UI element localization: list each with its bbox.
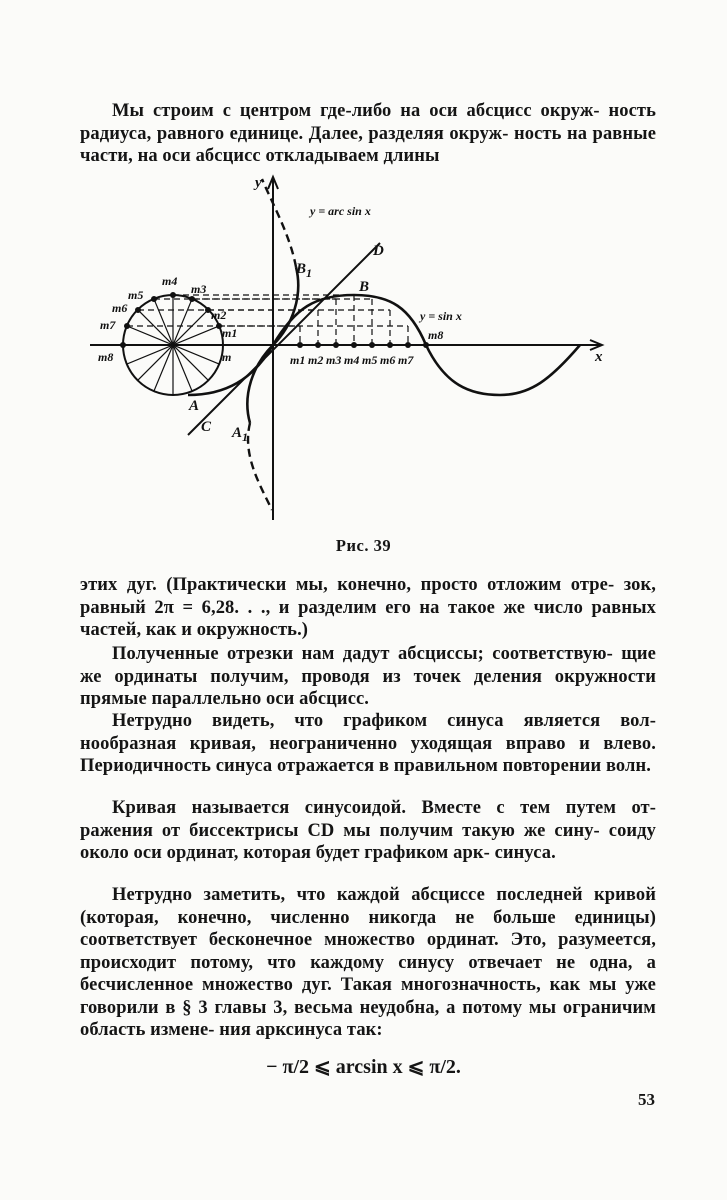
text-line: нообразная кривая, неограниченно уходящая вправо и xyxy=(80,733,590,754)
label-point-d: D xyxy=(373,243,384,259)
paragraph-4 xyxy=(80,797,661,865)
bisector-cd xyxy=(188,243,380,435)
label-arcsin: y = arc sin x xyxy=(310,204,371,218)
text-line: зок, равный 2π = 6,28. . ., и разделим его на такое же xyxy=(80,575,661,618)
paragraph-3 xyxy=(80,710,661,778)
text-line: Полученные отрезки нам дадут абсциссы; соответствую- xyxy=(112,644,613,664)
label-x-axis: x xyxy=(595,349,603,365)
circle-label-m3: m3 xyxy=(191,282,207,296)
circle-label-m8: m8 xyxy=(98,350,114,364)
text-line: синуса. xyxy=(494,843,556,863)
label-point-a1: $A_1$ xyxy=(232,425,249,444)
label-origin-m: m xyxy=(222,350,232,364)
text-line: ность на равные части, на оси абсцисс откладываем длины xyxy=(80,123,661,166)
label-y-axis: y xyxy=(255,175,262,191)
label-point-a: A xyxy=(189,398,200,414)
label-point-c: C xyxy=(201,419,212,435)
figure-caption: Рис. 39 xyxy=(335,536,392,555)
text-line: повторении волн. xyxy=(502,756,651,776)
text-line: Мы строим с центром где-либо на оси абсцисс окруж- xyxy=(112,101,600,121)
text-line: этих дуг. (Практически мы, конечно, просто отложим отре- xyxy=(80,575,615,595)
arcsin-curve-lower-dashed xyxy=(248,423,272,510)
circle-label-m6: m6 xyxy=(112,301,128,315)
axis-label-m2: m2 xyxy=(308,353,324,367)
ordinate-dashed-lines xyxy=(127,295,408,345)
axis-label-m1: m1 xyxy=(290,353,306,367)
axis-label-m5: m5 xyxy=(362,353,378,367)
intro-paragraph xyxy=(80,100,661,168)
text-line: влево. Периодичность синуса отражается в правильном xyxy=(80,733,661,776)
axis-label-m7: m7 xyxy=(398,353,414,367)
axis-label-m3: m3 xyxy=(326,353,342,367)
text-line: Нетрудно видеть, что графиком синуса является вол- xyxy=(112,711,656,731)
text-line: ражения от биссектрисы CD мы получим такую же сину- xyxy=(80,820,600,841)
label-sin: y = sin x xyxy=(420,309,462,323)
label-point-b1: $B_1$ xyxy=(296,261,313,280)
text-line: окружности прямые параллельно оси абсцисс. xyxy=(80,666,661,709)
arcsin-curve-upper-dashed xyxy=(262,179,296,267)
text-line: Это, разумеется, происходит потому, что каждому синусу xyxy=(80,930,661,973)
paragraph-1 xyxy=(80,574,661,642)
text-line: отвечает не одна, а бесчисленное множество дуг. Такая xyxy=(80,952,661,995)
arcsin-range-formula: − π/2 ⩽ arcsin x ⩽ π/2. xyxy=(266,1056,461,1078)
circle-label-m4: m4 xyxy=(162,274,178,288)
text-line: весьма неудобна, а потому мы ограничим область измене- xyxy=(80,997,661,1040)
text-line: многозначность, как мы уже говорили в § 3 главы 3, xyxy=(80,975,661,1018)
label-point-b: B xyxy=(359,279,370,295)
axis-label-m8: m8 xyxy=(428,328,444,342)
page-number: 53 xyxy=(638,1090,655,1109)
circle-label-m1: m1 xyxy=(222,326,238,340)
text-line: кривой (которая, конечно, численно никогда не больше xyxy=(80,885,661,928)
axis-label-m6: m6 xyxy=(380,353,396,367)
text-line: единицы) соответствует бесконечное множество ординат. xyxy=(80,907,661,950)
text-line: щие же ординаты получим, проводя из точек деления xyxy=(80,644,661,687)
text-line: соиду около оси ординат, которая будет графиком арк- xyxy=(80,820,661,863)
text-line: Кривая называется синусоидой. Вместе с тем путем от- xyxy=(112,798,656,818)
text-line: ность радиуса, равного единице. Далее, разделяя окруж- xyxy=(80,101,661,144)
text-line: Нетрудно заметить, что каждой абсциссе последней xyxy=(112,885,583,905)
axis-label-m4: m4 xyxy=(344,353,360,367)
paragraph-5 xyxy=(80,884,661,1042)
text-line: ния арксинуса так: xyxy=(219,1020,383,1040)
circle-label-m5: m5 xyxy=(128,288,144,302)
text-line: число равных частей, как и окружность.) xyxy=(80,597,661,640)
paragraph-2 xyxy=(80,643,661,711)
figure-39 xyxy=(90,165,620,525)
division-points xyxy=(120,292,429,348)
circle-label-m2: m2 xyxy=(211,308,227,322)
circle-label-m7: m7 xyxy=(100,318,116,332)
